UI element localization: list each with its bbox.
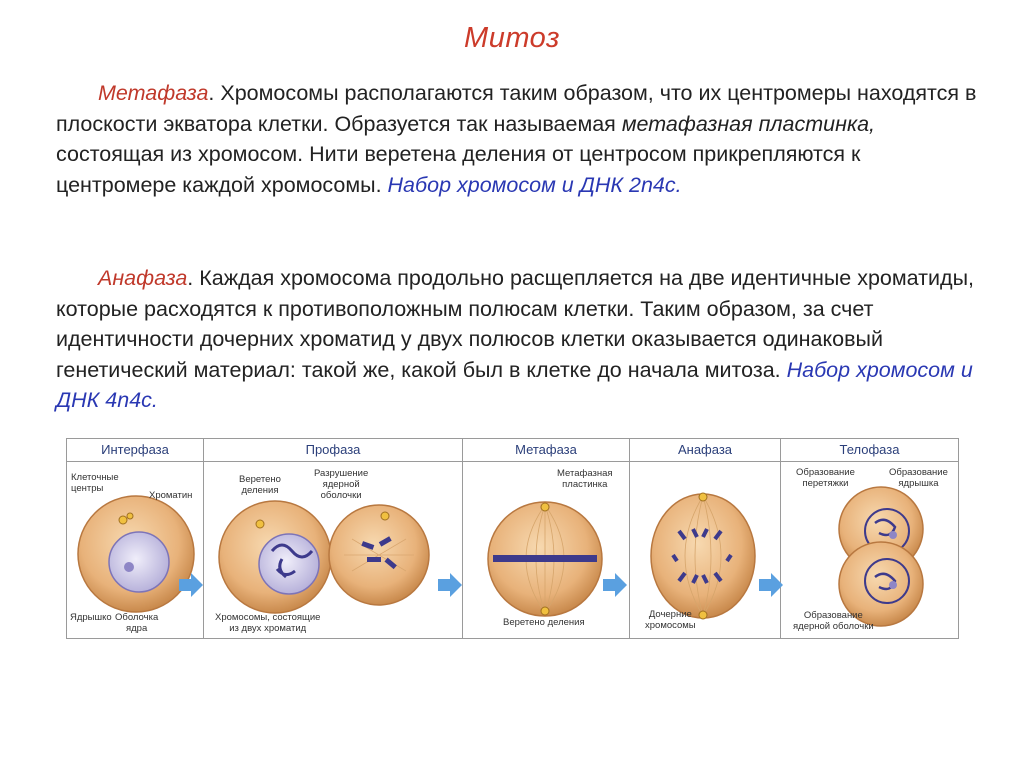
label-spindle: Веретено деления [239,474,281,496]
label-daughter-chromosomes: Дочерние хромосомы [645,609,696,631]
anaphase-chromosome-set: Набор хромосом и ДНК 4n4c. [56,357,973,412]
header-telophase: Телофаза [781,439,958,462]
anaphase-paragraph [56,263,986,416]
metaphase-chromosome-set: Набор хромосом и ДНК 2n4c. [387,172,682,197]
label-nucleolus-formation: Образование ядрышка [889,467,948,489]
label-nuclear-envelope: Оболочка ядра [115,612,159,634]
prophase-cell-early [219,501,331,613]
label-constriction: Образование перетяжки [796,467,855,489]
metaphase-term: Метафаза [98,81,209,105]
label-metaphase-spindle: Веретено деления [503,617,585,628]
label-metaphase-plate: Метафазная пластинка [557,468,613,490]
label-nucleolus: Ядрышко [70,612,112,623]
metaphase-text-1: . Хромосомы располагаются таким образом, что их центромеры находятся в плоскости экватора клетки. Образуется так называемая [56,81,977,136]
arrow-right-icon [759,573,783,597]
anaphase-cell [651,493,755,619]
interphase-cell [78,496,194,612]
label-envelope-breakdown: Разрушение ядерной оболочки [314,468,369,501]
metaphase-text-2: состоящая из хромосом. Нити веретена деления от центросом прикрепляются к центромере каждой хромосомы. [56,142,861,197]
header-anaphase: Анафаза [630,439,780,462]
metaphase-paragraph [56,78,986,200]
label-cell-centers: Клеточные центры [71,472,119,494]
page-title: Митоз [464,22,560,54]
prophase-cell-late [329,505,429,605]
metaphase-cell [488,502,602,616]
arrow-right-icon [603,573,627,597]
label-prophase-chromosomes: Хромосомы, состоящие из двух хроматид [215,612,321,634]
label-chromatin: Хроматин [149,490,193,501]
header-metaphase: Метафаза [463,439,629,462]
anaphase-text-1: . Каждая хромосома продольно расщепляется на две идентичные хроматиды, которые расходятся к противоположным полюсам клетки. Таким образом, за счет идентичности дочерних хроматид у двух полюсов клетки оказывается одинаковый генетический материал: такой же, какой был в клетке до начала митоза. [56,266,974,382]
anaphase-term: Анафаза [98,266,188,290]
metaphase-plate-term: метафазная пластинка, [621,111,876,136]
arrow-right-icon [438,573,462,597]
mitosis-diagram [66,438,959,639]
label-envelope-formation: Образование ядерной оболочки [793,610,874,632]
header-interphase: Интерфаза [67,439,203,462]
header-prophase: Профаза [204,439,462,462]
